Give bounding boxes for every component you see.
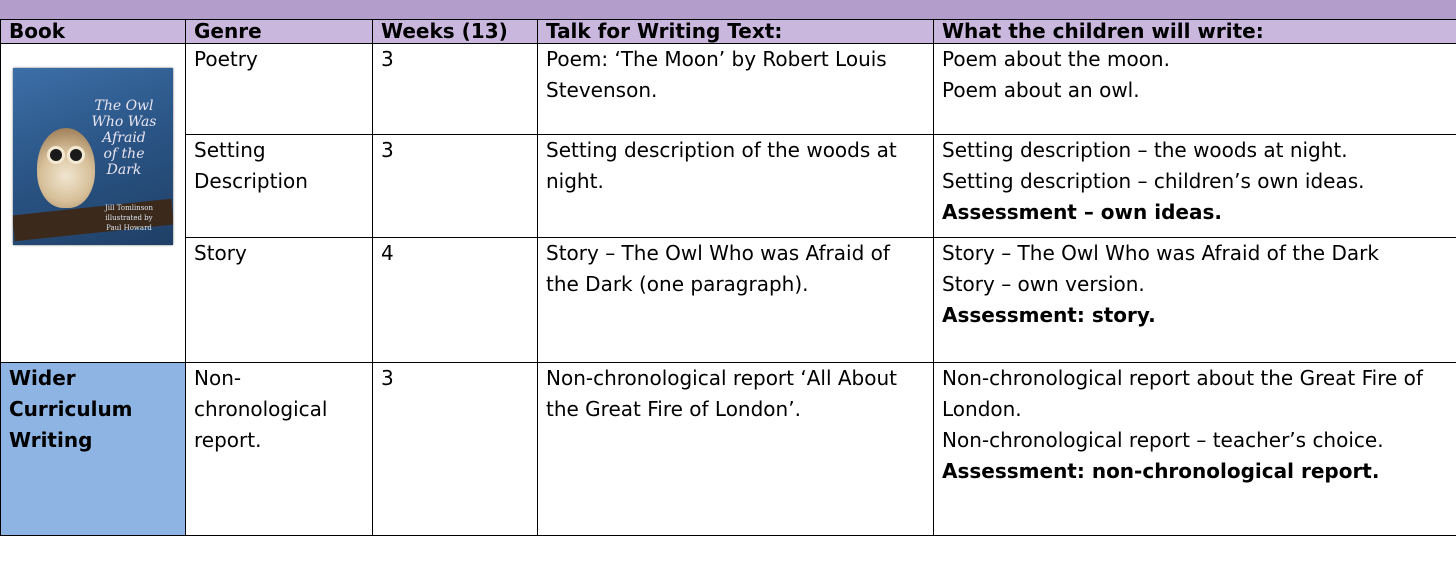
- weeks-cell: 4: [373, 238, 538, 363]
- talk-text-cell: Setting description of the woods at night.: [538, 135, 934, 238]
- owl-illustration: [37, 128, 95, 208]
- write-line: Setting description – children’s own ideas.: [942, 169, 1365, 193]
- assessment-line: Assessment – own ideas.: [942, 200, 1222, 224]
- talk-text-cell: Poem: ‘The Moon’ by Robert Louis Stevenson.: [538, 44, 934, 135]
- writing-plan-table: [0, 19, 1456, 536]
- book-cover-image: [13, 68, 173, 245]
- write-cell: [934, 238, 1456, 363]
- write-cell: [934, 135, 1456, 238]
- assessment-line: Assessment: non-chronological report.: [942, 459, 1380, 483]
- table-row: [1, 363, 1456, 536]
- book-cover-title: The Owl Who Was Afraid of the Dark: [91, 98, 157, 178]
- genre-cell: Non-chronological report.: [186, 363, 373, 536]
- write-line: Story – own version.: [942, 272, 1145, 296]
- table-row: [1, 44, 1456, 135]
- table-row: [1, 135, 1456, 238]
- write-line: Poem about an owl.: [942, 78, 1140, 102]
- genre-cell: Poetry: [186, 44, 373, 135]
- talk-text-cell: Story – The Owl Who was Afraid of the Dark (one paragraph).: [538, 238, 934, 363]
- header-genre: Genre: [186, 20, 373, 44]
- header-what-children-will-write: What the children will write:: [934, 20, 1456, 44]
- weeks-cell: 3: [373, 44, 538, 135]
- header-book: Book: [1, 20, 186, 44]
- table-header-row: [1, 20, 1456, 44]
- write-line: Poem about the moon.: [942, 47, 1170, 71]
- header-weeks: Weeks (13): [373, 20, 538, 44]
- assessment-line: Assessment: story.: [942, 303, 1156, 327]
- write-line: Setting description – the woods at night.: [942, 138, 1348, 162]
- book-cover-author: Jill Tomlinson illustrated by Paul Howard: [104, 204, 154, 232]
- write-cell: [934, 44, 1456, 135]
- book-cover-cell: [1, 44, 186, 363]
- write-line: Non-chronological report – teacher’s choice.: [942, 428, 1384, 452]
- header-talk-for-writing-text: Talk for Writing Text:: [538, 20, 934, 44]
- weeks-cell: 3: [373, 363, 538, 536]
- header-strip: [0, 0, 1456, 20]
- genre-cell: Setting Description: [186, 135, 373, 238]
- table-row: [1, 238, 1456, 363]
- write-line: Story – The Owl Who was Afraid of the Dark: [942, 241, 1379, 265]
- wider-curriculum-writing-label: Wider Curriculum Writing: [1, 363, 186, 536]
- write-line: Non-chronological report about the Great Fire of London.: [942, 366, 1423, 421]
- write-cell: [934, 363, 1456, 536]
- genre-cell: Story: [186, 238, 373, 363]
- weeks-cell: 3: [373, 135, 538, 238]
- talk-text-cell: Non-chronological report ‘All About the Great Fire of London’.: [538, 363, 934, 536]
